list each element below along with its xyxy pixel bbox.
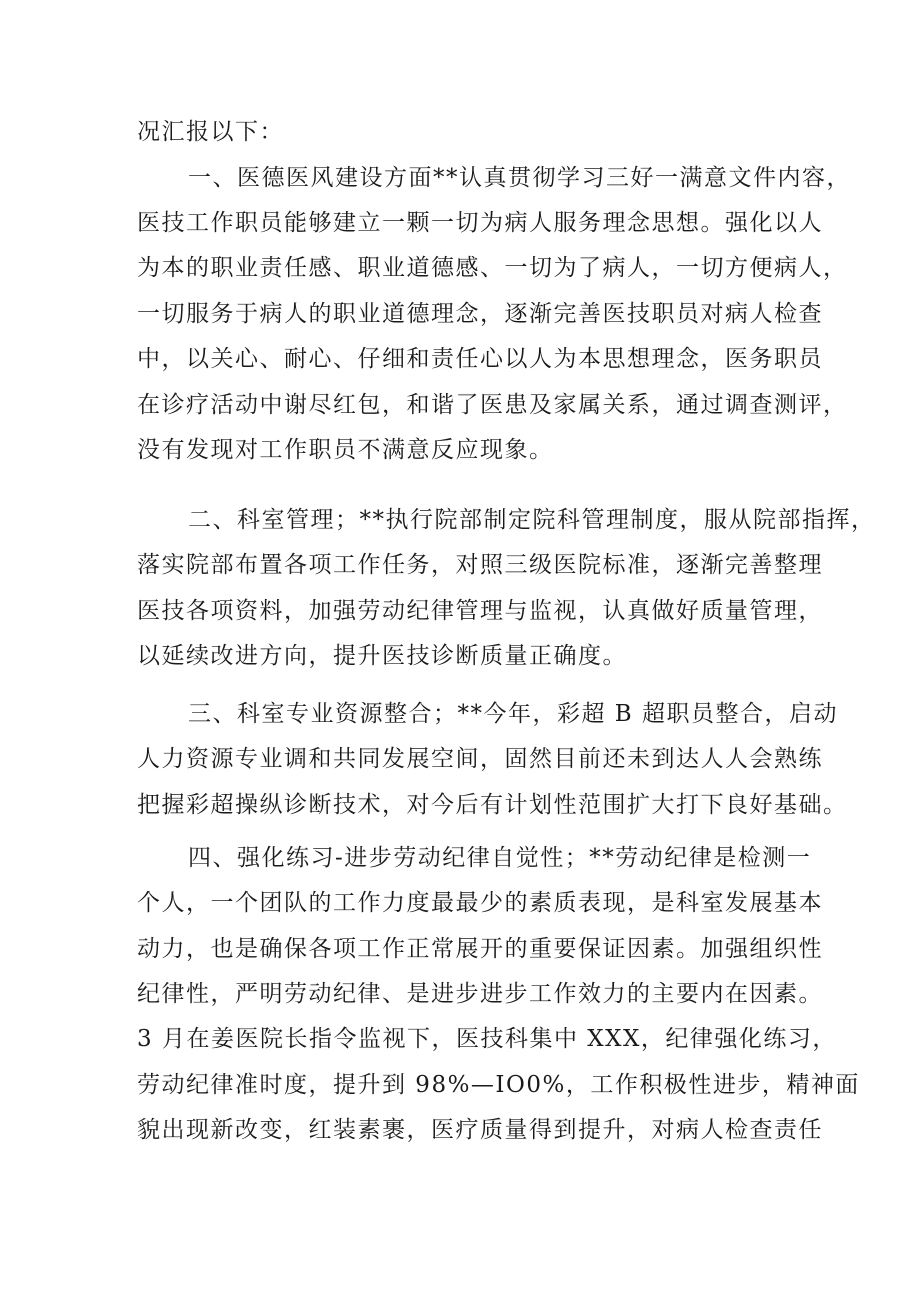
text-line-12: 以延续改进方向，提升医技诊断质量正确度。 [137,643,627,669]
text-line-15: 把握彩超操纵诊断技术，对今后有计划性范围扩大打下良好基础。 [137,792,848,818]
text-line-1: 况汇报以下： [137,119,284,145]
text-line-3: 医技工作职员能够建立一颗一切为病人服务理念思想。强化以人 [137,210,823,236]
text-line-14: 人力资源专业调和共同发展空间，固然目前还未到达人人会熟练 [137,746,823,772]
text-line-6: 中，以关心、耐心、仔细和责任心以人为本思想理念，医务职员 [137,346,823,372]
text-line-10: 落实院部布置各项工作任务，对照三级医院标准，逐渐完善整理 [137,552,823,578]
text-line-19: 纪律性，严明劳动纪律、是进步进步工作效力的主要内在因素。 [137,981,823,1007]
text-line-17: 个人，一个团队的工作力度最最少的素质表现，是科室发展基本 [137,890,823,916]
text-line-5: 一切服务于病人的职业道德理念，逐渐完善医技职员对病人检查 [137,301,823,327]
text-line-21: 劳动纪律准时度，提升到 98%—IO0%，工作积极性进步，精神面 [137,1072,860,1098]
text-line-2: 一、医德医风建设方面**认真贯彻学习三好一满意文件内容， [188,165,851,191]
text-line-22: 貌出现新改变，红装素裹，医疗质量得到提升，对病人检查责任 [137,1117,823,1143]
text-line-7: 在诊疗活动中谢尽红包，和谐了医患及家属关系，通过调查测评， [137,392,848,418]
text-line-11: 医技各项资料，加强劳动纪律管理与监视，认真做好质量管理， [137,598,823,624]
text-line-20: 3 月在姜医院长指令监视下，医技科集中 XXX，纪律强化练习， [137,1026,837,1052]
text-line-16: 四、强化练习-进步劳动纪律自觉性；**劳动纪律是检测一 [188,845,812,871]
text-line-8: 没有发现对工作职员不满意反应现象。 [137,437,554,463]
text-line-18: 动力，也是确保各项工作正常展开的重要保证因素。加强组织性 [137,936,823,962]
text-line-4: 为本的职业责任感、职业道德感、一切为了病人，一切方便病人， [137,255,848,281]
text-line-13: 三、科室专业资源整合；**今年，彩超 B 超职员整合，启动 [188,701,839,727]
text-line-9: 二、科室管理；**执行院部制定院科管理制度，服从院部指挥， [188,507,876,533]
